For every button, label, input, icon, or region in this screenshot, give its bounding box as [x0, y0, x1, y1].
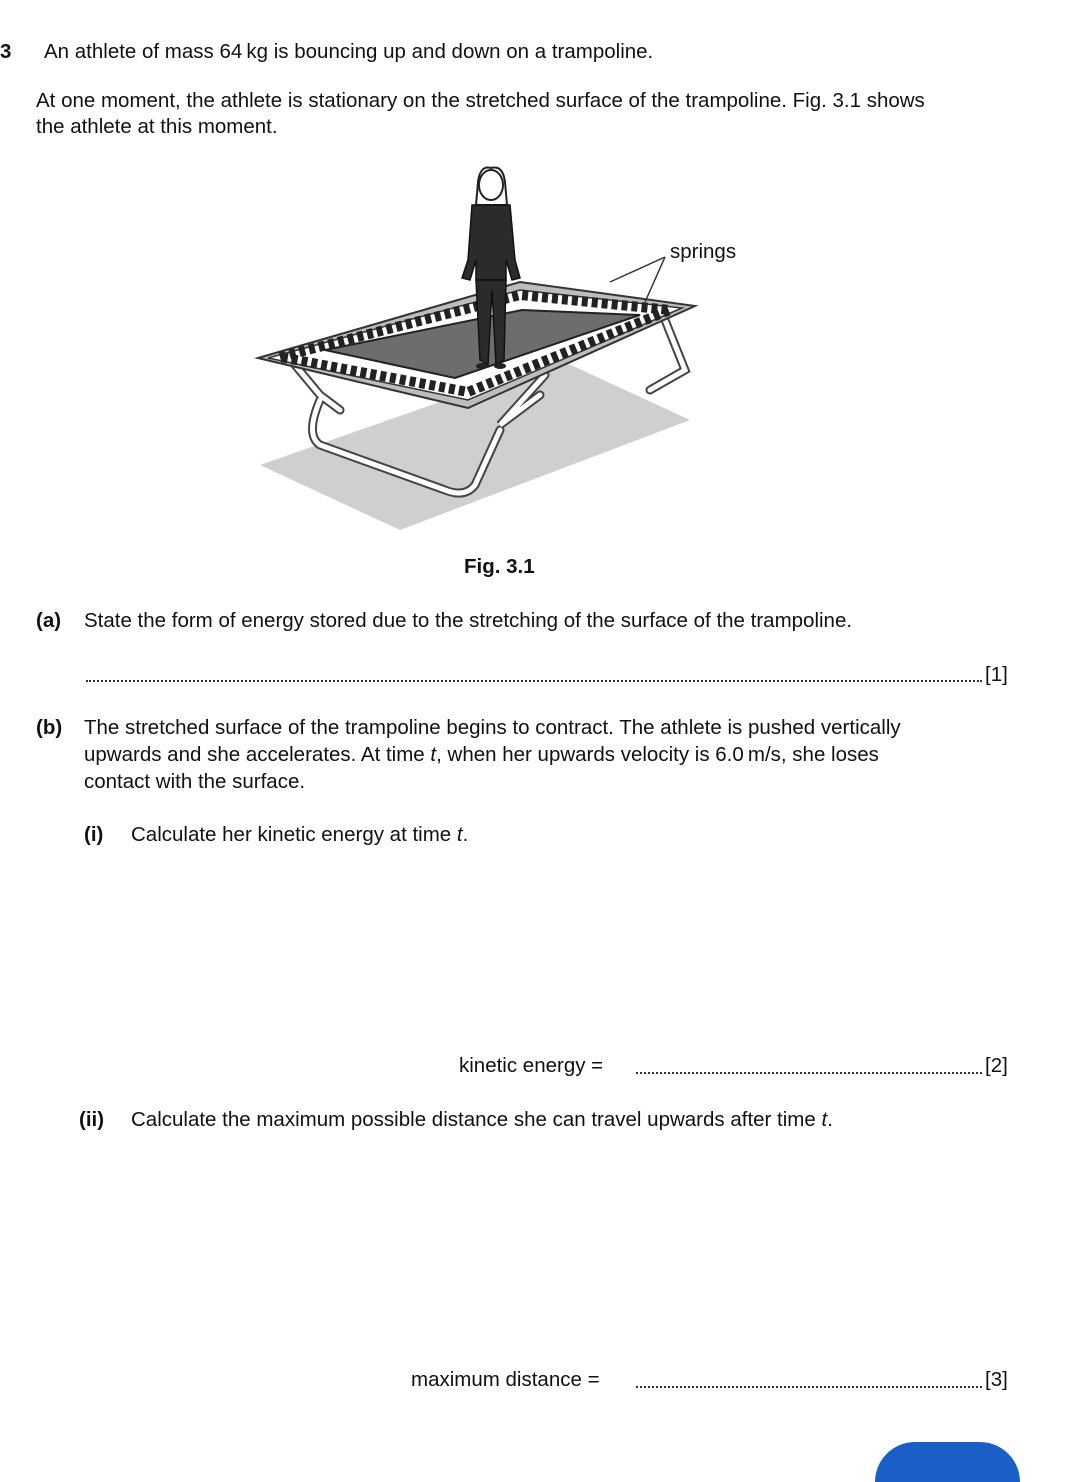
part-b-time-variable: t [430, 743, 437, 766]
part-b-i-question [131, 823, 468, 847]
question-context-line2: the athlete at this moment. [36, 115, 278, 138]
part-a-question: State the form of energy stored due to the stretching of the surface of the trampoline. [84, 609, 853, 632]
part-b-i-marks: [2] [985, 1054, 1008, 1077]
part-a-label: (a) [36, 609, 62, 632]
figure-caption: Fig. 3.1 [464, 555, 535, 578]
part-b-label: (b) [36, 716, 63, 739]
part-b-line2-post: , when her upwards velocity is 6.0 m/s, she loses [436, 743, 879, 766]
part-b-line2-pre: upwards and she accelerates. At time [84, 743, 431, 766]
springs-label: springs [670, 240, 737, 263]
trampoline-illustration [250, 160, 770, 530]
part-b-i-period: . [462, 823, 469, 846]
maximum-distance-label: maximum distance = [411, 1368, 600, 1391]
part-b-line3: contact with the surface. [84, 770, 306, 793]
part-b-ii-question [131, 1108, 833, 1132]
part-b-i-label: (i) [84, 823, 104, 846]
question-context-line1: At one moment, the athlete is stationary on the stretched surface of the trampoline. Fig. 3.1 shows [36, 89, 925, 112]
part-b-i-text: Calculate her kinetic energy at time [131, 823, 457, 846]
question-number: 3 [0, 40, 12, 63]
kinetic-energy-answer-line[interactable] [636, 1072, 982, 1074]
bottom-blue-tab[interactable] [875, 1442, 1020, 1482]
part-b-ii-text: Calculate the maximum possible distance she can travel upwards after time [131, 1108, 822, 1131]
part-b-line1: The stretched surface of the trampoline begins to contract. The athlete is pushed vertically [84, 716, 901, 739]
kinetic-energy-label: kinetic energy = [459, 1054, 604, 1077]
part-b-ii-period: . [827, 1108, 833, 1131]
trampoline-figure [250, 160, 770, 530]
question-intro: An athlete of mass 64 kg is bouncing up and down on a trampoline. [44, 40, 654, 63]
part-b-ii-marks: [3] [985, 1368, 1008, 1391]
part-b-i-time-variable: t [456, 823, 463, 846]
part-b-ii-label: (ii) [79, 1108, 105, 1131]
maximum-distance-answer-line[interactable] [636, 1386, 982, 1388]
part-a-marks: [1] [985, 663, 1008, 686]
part-b-ii-time-variable: t [821, 1108, 828, 1131]
part-a-answer-line[interactable] [86, 680, 982, 682]
part-b-line2 [84, 743, 879, 767]
